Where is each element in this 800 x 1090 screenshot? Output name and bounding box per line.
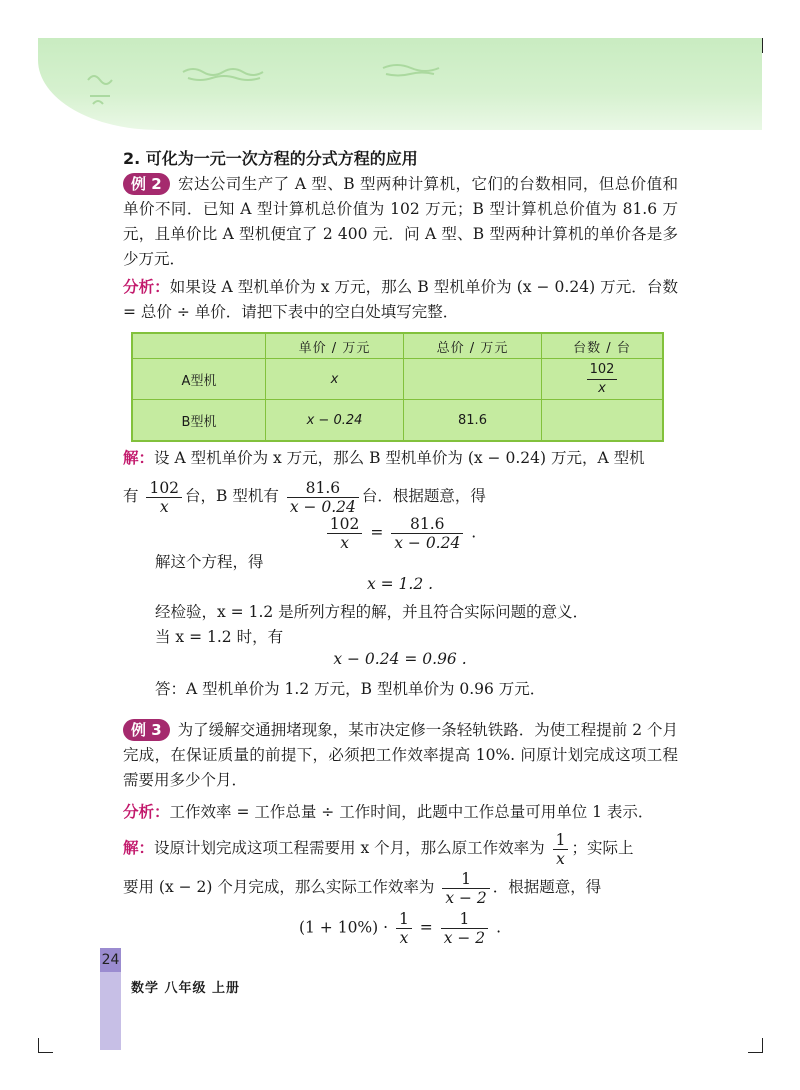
solution-line2-b: 台，B 型机有 <box>185 487 279 505</box>
example3-text: 为了缓解交通拥堵现象，某市决定修一条轻轨铁路．为使工程提前 2 个月完成，在保证质量的前提下，必须把工作效率提高 10%. 问原计划完成这项工程需要用多少个月． <box>123 721 678 789</box>
section-heading: 2. 可化为一元一次方程的分式方程的应用 <box>123 149 418 168</box>
answer-text: 答：A 型机单价为 1.2 万元，B 型机单价为 0.96 万元． <box>155 680 546 698</box>
fraction-numerator: 81.6 <box>391 515 463 534</box>
equation-rhs-fraction <box>391 515 463 552</box>
original-efficiency-fraction <box>553 831 569 868</box>
fraction-numerator: 102 <box>587 361 618 380</box>
fraction-denominator-text: x − 0.24 <box>394 534 461 552</box>
page-number: 24 <box>100 948 121 972</box>
example3-paragraph <box>123 718 678 793</box>
decorative-formula-scribbles <box>38 38 762 130</box>
table-header-cell: 台数 / 台 <box>542 333 664 359</box>
example3-solution-line1 <box>123 828 678 868</box>
fraction-a-count <box>146 479 182 516</box>
fraction-numerator: 102 <box>327 515 363 534</box>
example3-analysis <box>123 800 678 825</box>
fraction-denominator <box>287 498 359 516</box>
example2-paragraph <box>123 172 678 272</box>
example3-solution-line2 <box>123 867 678 907</box>
row-label: A型机 <box>132 359 266 400</box>
fraction-numerator: 1 <box>396 910 412 929</box>
solution-line2-end: ．根据题意，得 <box>492 878 602 896</box>
solve-result: x = 1.2 . <box>366 575 434 593</box>
fraction-denominator <box>441 929 488 947</box>
solution-line2-c: 台．根据题意，得 <box>361 487 486 505</box>
price-value: x − 0.24 <box>306 412 363 428</box>
count-cell <box>542 359 664 400</box>
data-table <box>131 332 664 442</box>
fraction-denominator <box>146 498 182 516</box>
price-cell <box>266 359 404 400</box>
fraction-numerator: 81.6 <box>287 479 359 498</box>
fraction-numerator: 1 <box>553 831 569 850</box>
equation-f1 <box>396 910 412 947</box>
crop-mark-bottom-left <box>38 1038 53 1053</box>
fraction-denominator-text: x <box>340 534 349 552</box>
fraction-numerator: 102 <box>146 479 182 498</box>
fraction-denominator-text: x − 0.24 <box>289 497 356 516</box>
total-cell <box>404 359 542 400</box>
solution-label: 解： <box>123 839 155 857</box>
example2-solution-line1 <box>123 446 678 471</box>
solution-label: 解： <box>123 449 155 467</box>
when-result: x − 0.24 = 0.96 . <box>333 650 467 668</box>
equation-lhs-fraction <box>327 515 363 552</box>
fraction-denominator <box>396 929 412 947</box>
price-cell <box>266 400 404 442</box>
solution-line2-text: 要用 (x − 2) 个月完成，那么实际工作效率为 <box>123 878 435 896</box>
example3-badge: 例 3 <box>123 719 170 741</box>
solve-text: 解这个方程，得 <box>155 553 264 571</box>
solution-line1-end: ；实际上 <box>571 839 634 857</box>
table-header-cell <box>132 333 266 359</box>
price-value: x <box>330 371 339 387</box>
equation-f2 <box>441 910 488 947</box>
fraction-denominator-text: x − 2 <box>445 888 487 907</box>
solution-text: 设 A 型机单价为 x 万元，那么 B 型机单价为 (x − 0.24) 万元，A 型机 <box>154 449 645 467</box>
example2-solution-line2 <box>123 476 678 516</box>
fraction-b-count <box>287 479 359 516</box>
count-cell <box>542 400 664 442</box>
equation-prefix: (1 + 10%) · <box>298 918 389 937</box>
analysis-text: 如果设 A 型机单价为 x 万元，那么 B 型机单价为 (x − 0.24) 万元．台数 = 总价 ÷ 单价．请把下表中的空白处填写完整． <box>123 278 678 321</box>
equation-2: (1 + 10%) · $\frac{1}{x}$ = $\frac{1}{x - 2}$ . <box>298 910 502 947</box>
fraction-denominator-text: x <box>556 849 565 868</box>
fraction-denominator-text: x <box>399 929 409 947</box>
count-fraction <box>587 361 618 398</box>
fraction-denominator-text: x <box>598 380 606 396</box>
analysis-text: 工作效率 = 工作总量 ÷ 工作时间，此题中工作总量可用单位 1 表示． <box>169 803 654 821</box>
crop-mark-bottom-right <box>748 1038 763 1053</box>
decorative-header-band <box>38 38 762 130</box>
fraction-denominator-text: x <box>159 497 169 516</box>
total-cell: 81.6 <box>404 400 542 442</box>
fraction-denominator-text: x − 2 <box>443 929 486 947</box>
table-row <box>132 359 663 400</box>
table-header-row <box>132 333 663 359</box>
solution-line2-a: 有 <box>123 487 139 505</box>
example2-badge: 例 2 <box>123 173 170 195</box>
equation-1: $\frac{102}{x}$ = $\frac{81.6}{x - 0.24}$ . <box>0 515 800 552</box>
fraction-numerator: 1 <box>441 910 488 929</box>
fraction-numerator: 1 <box>442 870 489 889</box>
table-header-cell: 单价 / 万元 <box>266 333 404 359</box>
analysis-label: 分析： <box>123 278 170 296</box>
example2-analysis <box>123 275 678 325</box>
fraction-denominator <box>442 889 489 907</box>
when-text: 当 x = 1.2 时，有 <box>155 628 284 646</box>
example2-text: 宏达公司生产了 A 型、B 型两种计算机，它们的台数相同，但总价值和单价不同．已知 A 型计算机总价值为 102 万元；B 型计算机总价值为 81.6 万元，且单价比 A 型机便宜了 2 400 元．问 A 型、B 型两种计算机的单价各是多少万元． <box>123 175 678 268</box>
solution-line1-text: 设原计划完成这项工程需要用 x 个月，那么原工作效率为 <box>154 839 545 857</box>
table-header-cell: 总价 / 万元 <box>404 333 542 359</box>
fraction-denominator <box>553 850 569 868</box>
fraction-denominator <box>587 380 618 398</box>
row-label: B型机 <box>132 400 266 442</box>
actual-efficiency-fraction <box>442 870 489 907</box>
check-text: 经检验，x = 1.2 是所列方程的解，并且符合实际问题的意义． <box>155 603 589 621</box>
table-row <box>132 400 663 442</box>
analysis-label: 分析： <box>123 803 170 821</box>
book-title: 数学 八年级 上册 <box>131 981 241 996</box>
